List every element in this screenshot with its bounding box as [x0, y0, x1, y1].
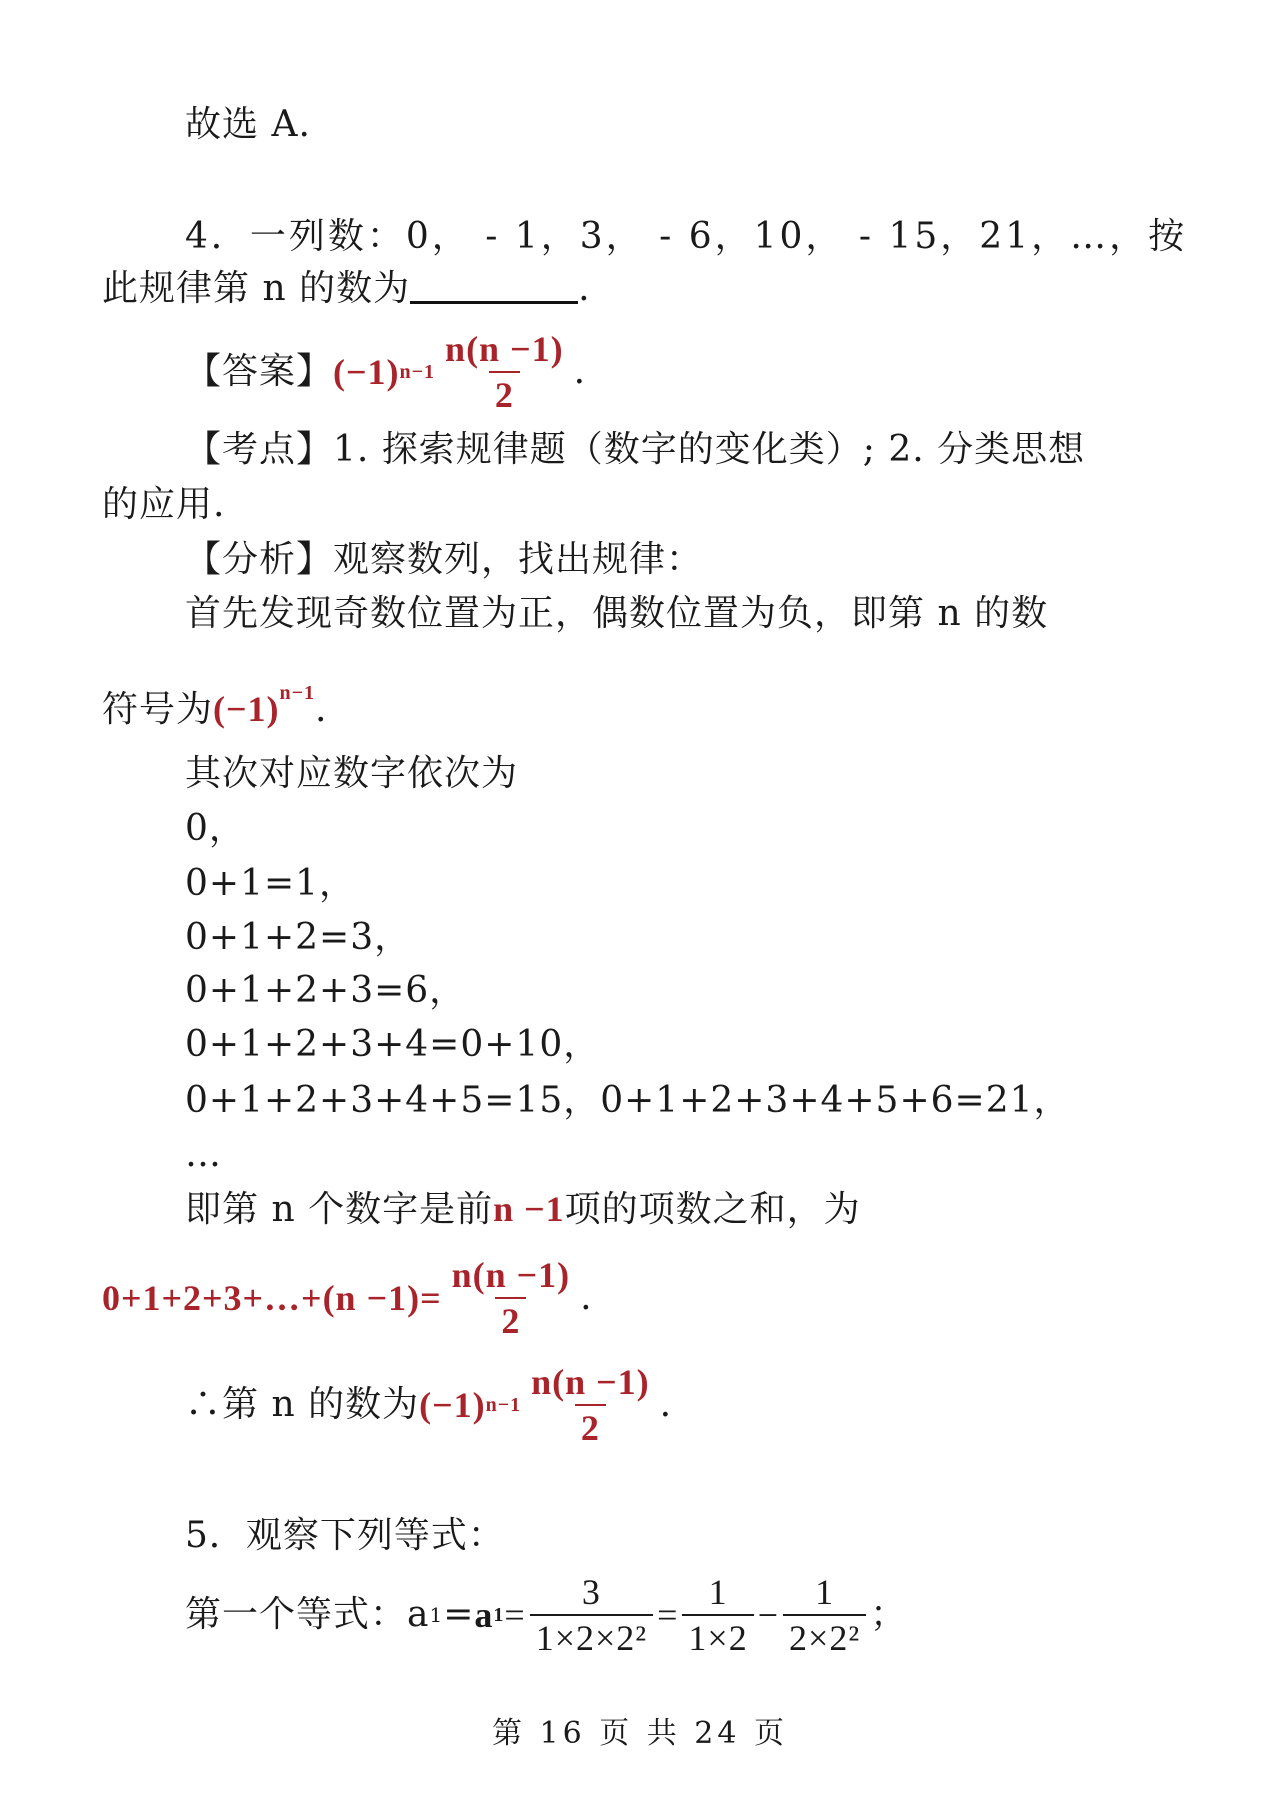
therefore-den: 2: [575, 1404, 606, 1450]
therefore-formula: [419, 1360, 660, 1450]
sum-fraction: [446, 1253, 577, 1343]
f1-num: 3: [581, 1572, 601, 1612]
eq1-eq: =: [443, 1594, 475, 1635]
answer-end: .: [573, 351, 587, 392]
answer-num: n(n −1): [445, 329, 564, 369]
fenxi-line2: [102, 671, 328, 732]
therefore-fraction: [525, 1360, 656, 1450]
step-6: …: [185, 1134, 222, 1175]
f1-den: 1×2×2²: [530, 1614, 653, 1660]
sign-base: (−1): [213, 689, 280, 729]
eq1-sub: 1: [429, 1603, 444, 1627]
therefore-line: [185, 1355, 672, 1455]
sign-formula: [213, 682, 316, 729]
answer-den: 2: [489, 371, 520, 417]
step-1: 0+1=1，: [185, 863, 357, 904]
f3-den: 2×2²: [783, 1614, 866, 1660]
sum-line: [102, 1248, 593, 1348]
eq3: =: [657, 1595, 679, 1635]
fenxi-label-line: 【分析】观察数列，找出规律：: [185, 539, 704, 580]
fraction-1: [530, 1570, 653, 1660]
answer-exp: n−1: [399, 361, 436, 383]
answer-blank: [410, 269, 578, 304]
step-0: 0，: [185, 808, 246, 849]
eq1-a: a: [474, 1595, 494, 1635]
fenxi-line1: 首先发现奇数位置为正，偶数位置为负，即第 n 的数: [185, 593, 1049, 634]
answer-label: 【答案】: [185, 351, 334, 392]
sum-den: 2: [495, 1297, 526, 1343]
q4-line2-text: 此规律第 n 的数为: [102, 268, 411, 309]
fraction-2: [682, 1570, 753, 1660]
eq1-eq2: =: [504, 1595, 526, 1635]
therefore-prefix: ∴第 n 的数为: [185, 1384, 420, 1425]
nth-suffix: 项的项数之和，为: [564, 1189, 861, 1230]
f2-den: 1×2: [682, 1614, 753, 1660]
page-footer: 第 16 页 共 24 页: [491, 1716, 789, 1751]
q4-line2: [102, 267, 591, 311]
therefore-base: (−1): [419, 1385, 486, 1425]
eq1-end: ；: [870, 1594, 908, 1635]
f2-num: 1: [708, 1572, 728, 1612]
f3-num: 1: [815, 1572, 835, 1612]
answer-formula: [333, 327, 574, 417]
step-3: 0+1+2+3=6，: [185, 970, 467, 1011]
sum-lhs: 0+1+2+3+…+(n −1)=: [102, 1278, 442, 1318]
step-2: 0+1+2=3，: [185, 917, 412, 958]
therefore-exp: n−1: [485, 1394, 522, 1416]
q5-title: 5．观察下列等式：: [185, 1515, 505, 1556]
sign-exp: n−1: [279, 682, 316, 704]
eq1-prefix: 第一个等式：a: [185, 1594, 430, 1635]
q4-line1: 4．一列数：0， - 1，3， - 6，10， - 15，21，…，按: [185, 216, 1188, 257]
nth-prefix: 即第 n 个数字是前: [185, 1189, 494, 1230]
q5-eq1: [185, 1565, 907, 1665]
fraction-3: [783, 1570, 866, 1660]
sum-num: n(n −1): [451, 1255, 571, 1295]
q4-line2-end: .: [578, 268, 591, 309]
answer-base: (−1): [333, 352, 400, 392]
nth-red: n −1: [493, 1189, 565, 1229]
minus: −: [757, 1595, 780, 1635]
kaodian-line2: 的应用.: [102, 484, 226, 525]
nth-line: [185, 1187, 861, 1232]
fenxi-line2-end: .: [315, 689, 328, 730]
step-5: 0+1+2+3+4+5=15，0+1+2+3+4+5+6=21，: [185, 1080, 1071, 1121]
sum-end: .: [580, 1277, 593, 1318]
eq1-a-sub: 1: [493, 1604, 505, 1626]
answer-fraction: [439, 327, 570, 417]
therefore-end: .: [659, 1384, 673, 1425]
kaodian-line1: 【考点】1. 探索规律题（数字的变化类）; 2. 分类思想: [185, 429, 1086, 470]
step-4: 0+1+2+3+4=0+10，: [185, 1024, 601, 1065]
fenxi-second: 其次对应数字依次为: [185, 753, 519, 794]
therefore-num: n(n −1): [531, 1362, 650, 1402]
conclusion-line: 故选 A.: [185, 104, 311, 145]
answer-line: [185, 322, 586, 422]
fenxi-line2-text: 符号为: [102, 689, 214, 730]
